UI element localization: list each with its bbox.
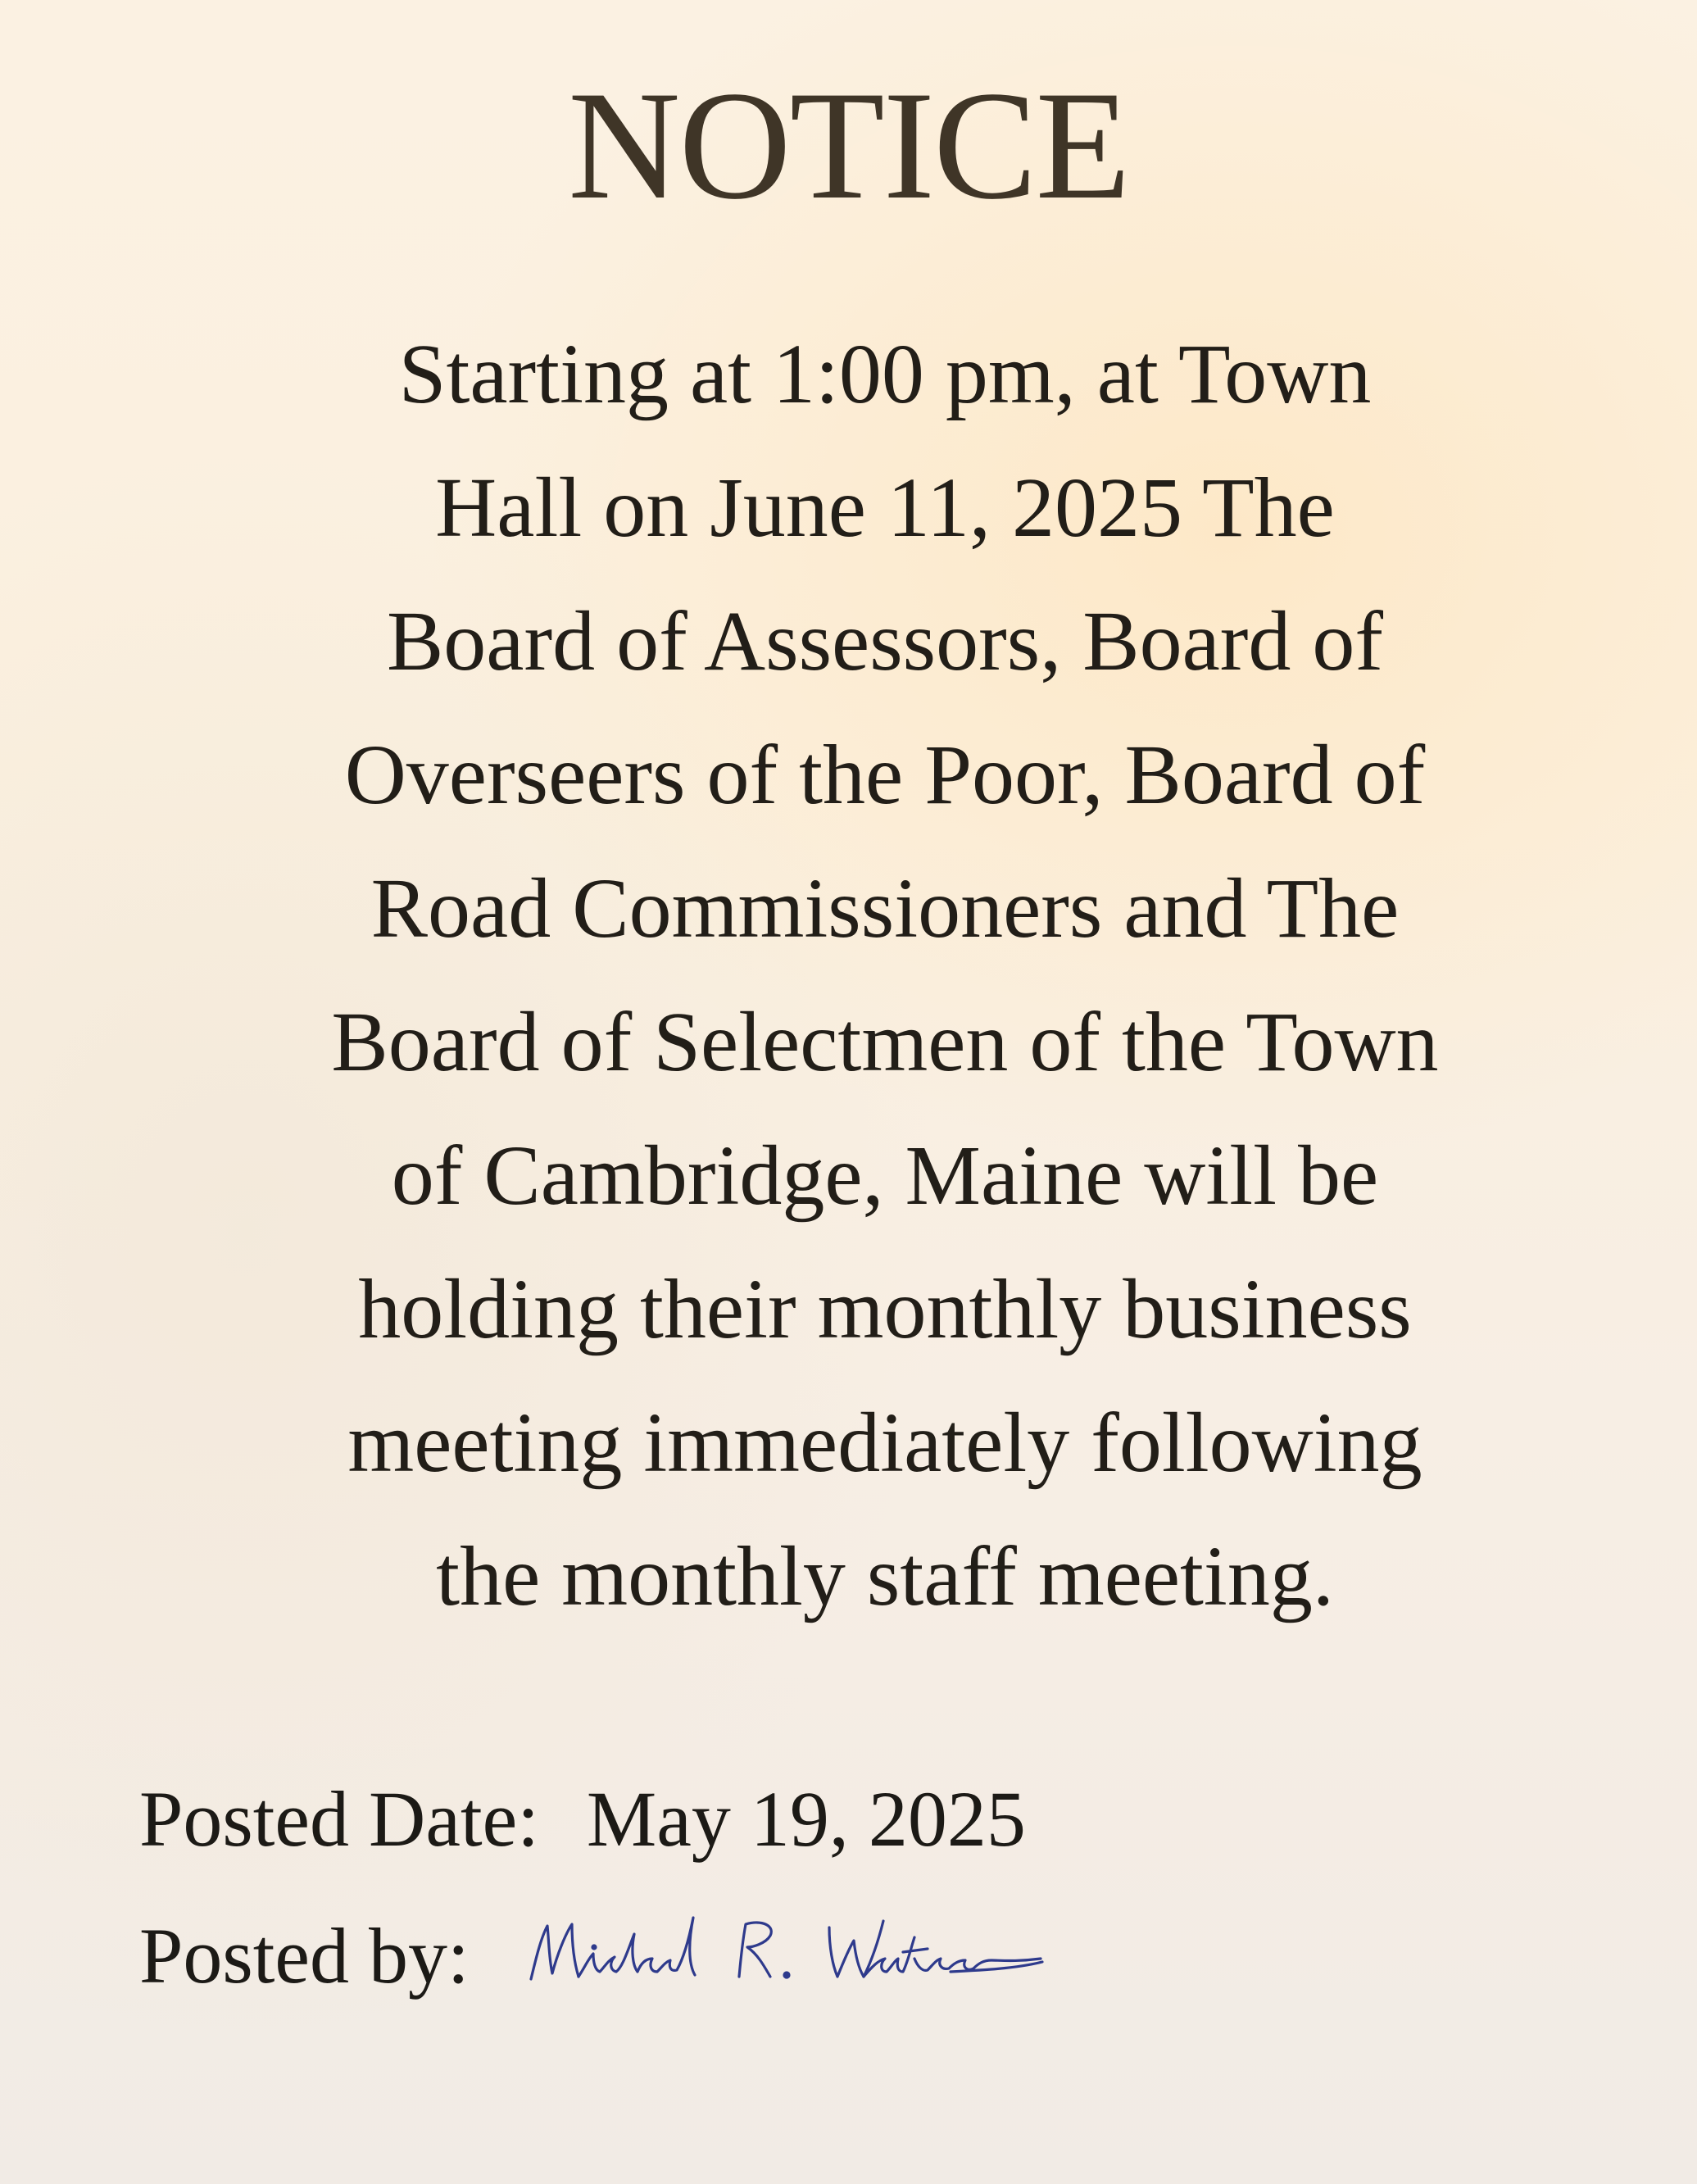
notice-body [193,307,1577,1643]
signature [524,1901,1049,2000]
body-line: of Cambridge, Maine will be [391,1128,1379,1223]
posted-date-label: Posted Date: [139,1775,539,1863]
body-line: Board of Assessors, Board of [386,594,1384,688]
body-line: Starting at 1:00 pm, at Town [398,327,1372,421]
posted-date-value: May 19, 2025 [586,1775,1026,1863]
body-line: Hall on June 11, 2025 The [435,461,1335,555]
body-line: the monthly staff meeting. [436,1529,1334,1623]
body-line: holding their monthly business [358,1262,1412,1356]
posted-by-label: Posted by: [139,1912,470,2000]
notice-title: NOTICE [568,60,1129,232]
posted-date-row [139,1770,1026,1868]
body-line: Board of Selectmen of the Town [331,995,1439,1089]
body-line: Road Commissioners and The [370,861,1400,956]
body-line: meeting immediately following [347,1396,1422,1490]
body-line: Overseers of the Poor, Board of [344,728,1426,822]
posted-by-row [139,1907,470,2005]
